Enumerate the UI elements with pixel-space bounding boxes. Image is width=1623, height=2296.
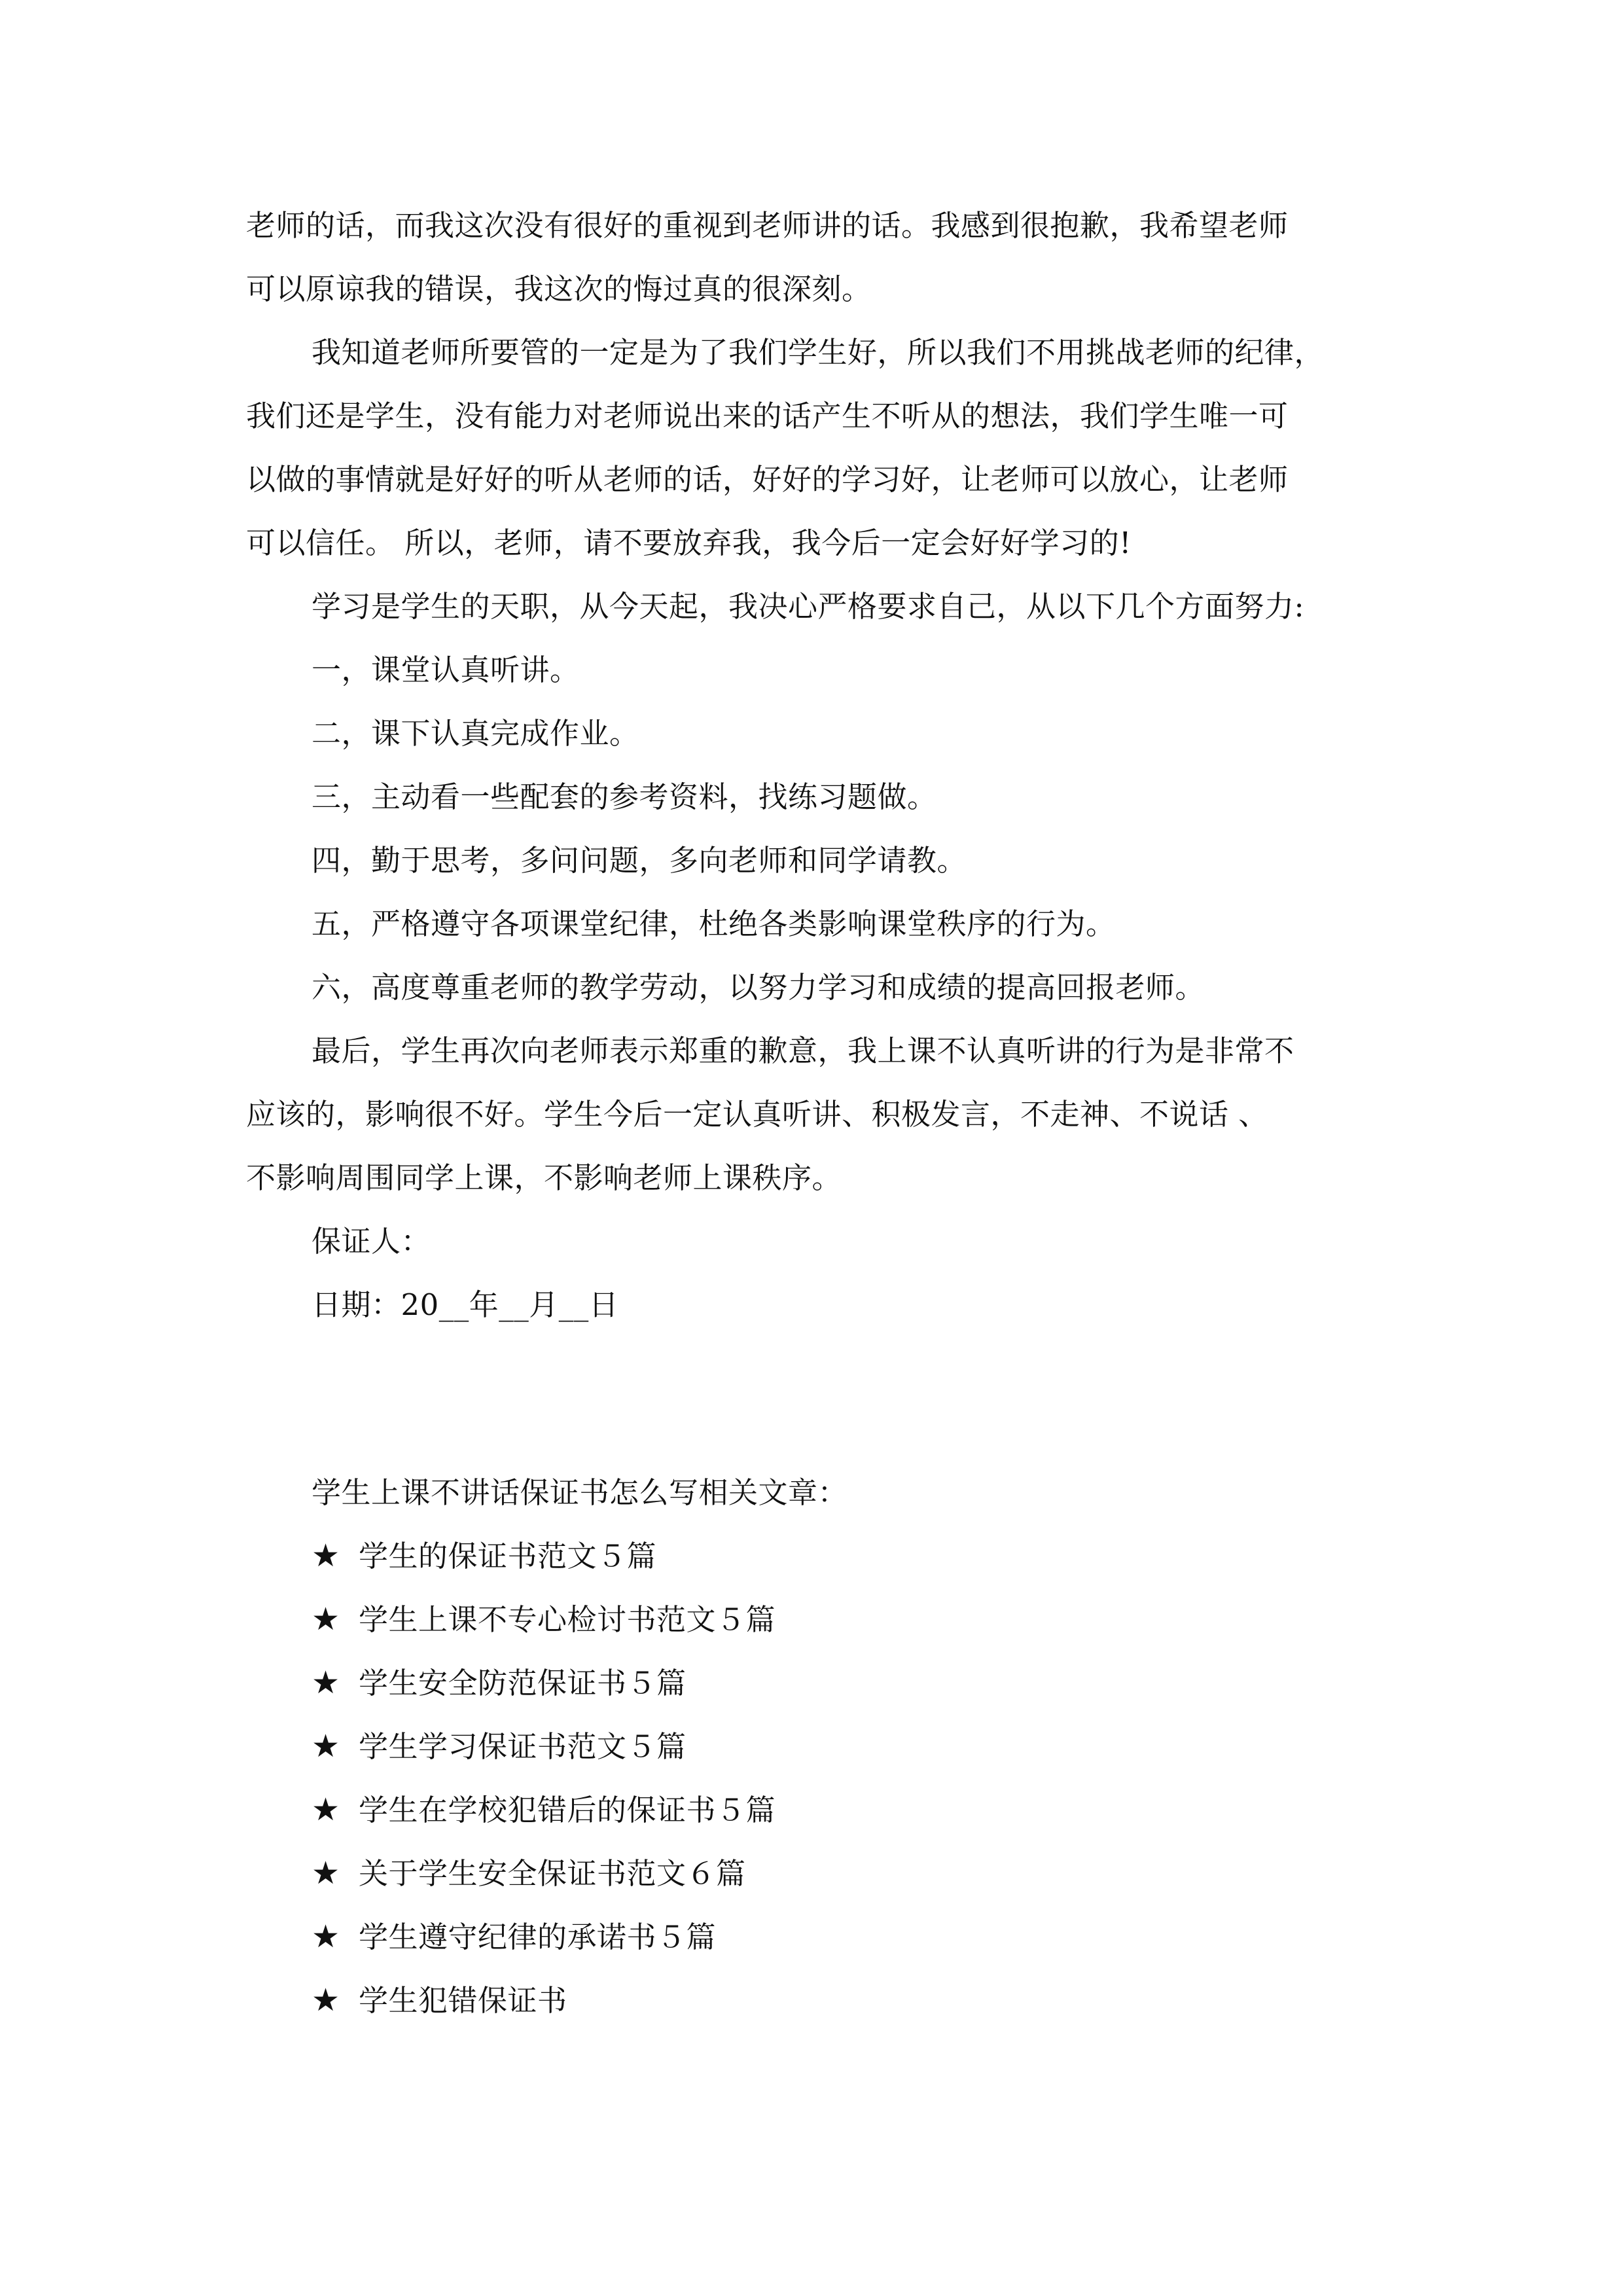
- related-link[interactable]: [312, 1588, 847, 1651]
- star-icon: ★: [312, 1728, 340, 1765]
- pledge-item: 二，课下认真完成作业。: [312, 716, 639, 751]
- letter-body: [246, 194, 1385, 1336]
- related-articles: [312, 1461, 847, 2032]
- body-line: 不影响周围同学上课，不影响老师上课秩序。: [246, 1160, 842, 1195]
- star-icon: ★: [312, 1982, 340, 2018]
- body-line: 我们还是学生，没有能力对老师说出来的话产生不听从的想法，我们学生唯一可: [246, 399, 1289, 433]
- pledge-item: 四，勤于思考，多问问题，多向老师和同学请教。: [312, 843, 967, 878]
- pledge-item: 三，主动看一些配套的参考资料，找练习题做。: [312, 780, 937, 814]
- body-line: 应该的，影响很不好。学生今后一定认真听讲、积极发言，不走神、不说话 、: [246, 1097, 1268, 1132]
- star-icon: ★: [312, 1664, 340, 1701]
- body-line: 以做的事情就是好好的听从老师的话，好好的学习好，让老师可以放心，让老师: [246, 462, 1289, 497]
- pledge-item: 一，课堂认真听讲。: [312, 653, 580, 687]
- star-icon: ★: [312, 1918, 340, 1955]
- related-link[interactable]: [312, 1969, 847, 2032]
- related-link-label: 学生安全防范保证书５篇: [359, 1666, 687, 1700]
- related-link[interactable]: [312, 1651, 847, 1715]
- pledge-item: 五，严格遵守各项课堂纪律，杜绝各类影响课堂秩序的行为。: [312, 906, 1116, 941]
- guarantor-label: 保证人：: [312, 1224, 431, 1259]
- related-link-label: 学生上课不专心检讨书范文５篇: [359, 1602, 776, 1637]
- body-line: 老师的话，而我这次没有很好的重视到老师讲的话。我感到很抱歉，我希望老师: [246, 208, 1289, 243]
- star-icon: ★: [312, 1855, 340, 1892]
- related-link[interactable]: [312, 1842, 847, 1905]
- related-link[interactable]: [312, 1715, 847, 1778]
- body-line: 可以信任。 所以，老师，请不要放弃我，我今后一定会好好学习的!: [246, 526, 1132, 560]
- related-link-label: 关于学生安全保证书范文６篇: [359, 1856, 746, 1891]
- pledge-item: 六，高度尊重老师的教学劳动，以努力学习和成绩的提高回报老师。: [312, 970, 1205, 1005]
- related-link-label: 学生在学校犯错后的保证书５篇: [359, 1793, 776, 1827]
- related-link[interactable]: [312, 1524, 847, 1588]
- body-line: 学习是学生的天职，从今天起，我决心严格要求自己，从以下几个方面努力:: [312, 589, 1305, 624]
- date-line: 日期：20__年__月__日: [312, 1287, 619, 1322]
- related-link-label: 学生遵守纪律的承诺书５篇: [359, 1920, 717, 1954]
- star-icon: ★: [312, 1601, 340, 1638]
- body-line: 我知道老师所要管的一定是为了我们学生好，所以我们不用挑战老师的纪律，: [312, 335, 1325, 370]
- related-heading: 学生上课不讲话保证书怎么写相关文章：: [312, 1475, 848, 1510]
- star-icon: ★: [312, 1537, 340, 1574]
- related-link[interactable]: [312, 1905, 847, 1969]
- star-icon: ★: [312, 1791, 340, 1828]
- related-link-label: 学生犯错保证书: [359, 1983, 567, 2018]
- body-line: 最后，学生再次向老师表示郑重的歉意，我上课不认真听讲的行为是非常不: [312, 1033, 1294, 1068]
- body-line: 可以原谅我的错误，我这次的悔过真的很深刻。: [246, 272, 872, 306]
- related-link-label: 学生的保证书范文５篇: [359, 1539, 657, 1573]
- related-link-label: 学生学习保证书范文５篇: [359, 1729, 687, 1764]
- related-link[interactable]: [312, 1778, 847, 1842]
